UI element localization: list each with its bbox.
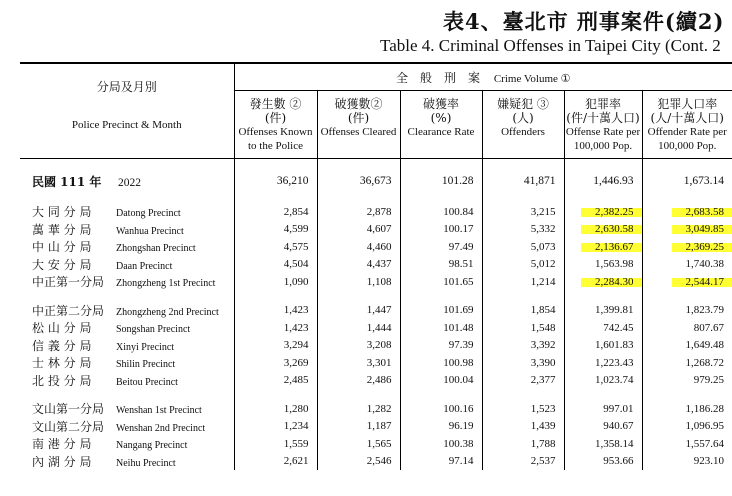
cell-text: 101.69 (443, 304, 474, 317)
column-header-line: (人) (512, 111, 534, 125)
cell-value (400, 400, 482, 418)
cell-text: 1,673.14 (683, 175, 724, 187)
precinct-name (20, 319, 234, 337)
cell-text: 3,208 (366, 339, 392, 352)
cell-text: 4,437 (366, 258, 392, 271)
cell-value (482, 273, 564, 291)
cell-text: 1,423 (283, 304, 309, 317)
cell-text: 1,186.28 (685, 402, 724, 415)
cell-text: 1,446.93 (593, 175, 634, 187)
cell-text: 1,023.74 (595, 374, 634, 387)
title-english: Table 4. Criminal Offenses in Taipei City (Cont. 2 (380, 36, 721, 55)
cell-text: 1,268.72 (685, 356, 724, 369)
cell-value (564, 435, 642, 453)
cell-text: 3,215 (530, 205, 556, 218)
precinct-name-en: Neihu Precinct (116, 457, 176, 469)
table-row (20, 221, 732, 239)
highlighted-value: 2,630.58 (581, 223, 642, 235)
cell-value (317, 170, 400, 192)
cell-value (234, 400, 317, 418)
table-row (20, 203, 732, 221)
cell-text: 1,282 (366, 402, 392, 415)
cell-value (317, 400, 400, 418)
cell-text: 100.16 (443, 402, 474, 415)
cell-value (400, 319, 482, 337)
cell-text: 1,548 (530, 321, 556, 334)
table-row (20, 354, 732, 372)
cell-value (317, 221, 400, 239)
precinct-name-en: Shilin Precinct (116, 359, 176, 371)
precinct-name (20, 203, 234, 221)
cell-text: 1,096.95 (685, 420, 724, 433)
cell-value (317, 273, 400, 291)
cell-value (234, 256, 317, 274)
precinct-name-en: Nangang Precinct (116, 440, 188, 452)
cell-value (482, 302, 564, 320)
precinct-name (20, 302, 234, 320)
cell-value (400, 170, 482, 192)
cell-text: 4,607 (366, 223, 392, 236)
cell-value (400, 435, 482, 453)
cell-text: 3,392 (530, 339, 556, 352)
cell-text: 5,012 (530, 258, 556, 271)
cell-value (642, 418, 732, 436)
cell-value (234, 170, 317, 192)
cell-text: 1,740.38 (685, 258, 724, 271)
highlighted-value: 2,136.67 (581, 241, 642, 253)
highlighted-value: 2,382.25 (581, 206, 642, 218)
cell-text: 1,601.83 (595, 339, 634, 352)
precinct-header-en: Police Precinct & Month (71, 119, 182, 131)
cell-text: 1,444 (366, 321, 392, 334)
cell-value (642, 256, 732, 274)
cell-value (317, 372, 400, 390)
crime-volume-header (234, 63, 732, 91)
precinct-name-zh: 信 義 分 局 (32, 338, 92, 353)
cell-value (642, 337, 732, 355)
column-header-line: 發生數 ② (249, 97, 302, 111)
cell-text: 1,559 (283, 437, 309, 450)
crime-volume-en: Crime Volume ① (493, 72, 571, 85)
precinct-name-en: Wanhua Precinct (116, 225, 184, 237)
precinct-name-zh: 中正第一分局 (32, 275, 105, 290)
cell-value (234, 453, 317, 471)
total-row (20, 170, 732, 192)
cell-value (234, 319, 317, 337)
cell-value (400, 238, 482, 256)
cell-value (482, 319, 564, 337)
cell-text: 3,294 (283, 339, 309, 352)
precinct-name (20, 273, 234, 291)
cell-value (482, 354, 564, 372)
cell-value (564, 170, 642, 192)
cell-text: 100.17 (443, 223, 474, 236)
cell-value (482, 435, 564, 453)
cell-text: 100.84 (443, 205, 474, 218)
cell-text: 1,523 (530, 402, 556, 415)
cell-text: 2,486 (366, 374, 392, 387)
cell-text: 1,223.43 (595, 356, 634, 369)
cell-value (482, 418, 564, 436)
cell-text: 1,280 (283, 402, 309, 415)
precinct-name (20, 238, 234, 256)
cell-value (642, 372, 732, 390)
cell-value (482, 400, 564, 418)
cell-value (400, 256, 482, 274)
cell-value (482, 337, 564, 355)
cell-value (234, 302, 317, 320)
precinct-name (20, 435, 234, 453)
cell-value (482, 238, 564, 256)
cell-value (564, 453, 642, 471)
table-row (20, 256, 732, 274)
cell-text: 36,673 (359, 175, 392, 187)
cell-text: 1,358.14 (595, 437, 634, 450)
cell-text: 2,854 (283, 205, 309, 218)
precinct-name-zh: 萬 華 分 局 (32, 222, 92, 237)
cell-text: 4,504 (283, 258, 309, 271)
cell-text: 1,187 (366, 420, 392, 433)
cell-value (317, 256, 400, 274)
cell-value (482, 221, 564, 239)
cell-value (317, 354, 400, 372)
cell-text: 923.10 (693, 455, 724, 468)
precinct-name-en: Zhongzheng 1st Precinct (116, 278, 216, 290)
cell-value (400, 453, 482, 471)
column-header (642, 91, 732, 159)
highlighted-value: 2,683.58 (672, 206, 732, 218)
precinct-name (20, 418, 234, 436)
precinct-name (20, 337, 234, 355)
table-row (20, 302, 732, 320)
precinct-name-en: Zhongshan Precinct (116, 243, 196, 255)
cell-value (642, 273, 732, 291)
cell-value (482, 170, 564, 192)
cell-value (234, 203, 317, 221)
column-header-line: to the Police (248, 140, 303, 152)
column-header-line: (件) (264, 111, 287, 125)
cell-text: 2,878 (366, 205, 392, 218)
cell-text: 1,557.64 (685, 437, 724, 450)
cell-text: 807.67 (693, 321, 724, 334)
precinct-name (20, 372, 234, 390)
column-header-line: 嫌疑犯 ③ (497, 97, 549, 111)
cell-text: 1,108 (366, 275, 392, 288)
cell-text: 1,399.81 (595, 304, 634, 317)
cell-value (317, 453, 400, 471)
precinct-name-en: Wenshan 1st Precinct (116, 405, 202, 417)
column-header-line: 破獲數② (334, 97, 383, 111)
cell-text: 5,073 (530, 240, 556, 253)
column-header-line: Offender Rate per (647, 126, 727, 138)
highlighted-value: 2,369.25 (672, 241, 732, 253)
cell-text: 5,332 (530, 223, 556, 236)
table-row (20, 238, 732, 256)
precinct-name (20, 170, 234, 192)
spacer-row (20, 159, 732, 171)
cell-text: 1,563.98 (595, 258, 634, 271)
cell-value (317, 435, 400, 453)
precinct-name-zh: 松 山 分 局 (32, 321, 92, 336)
column-header (400, 91, 482, 159)
cell-text: 101.48 (443, 321, 474, 334)
cell-value (642, 435, 732, 453)
highlighted-value: 3,049.85 (672, 223, 732, 235)
table-row (20, 337, 732, 355)
cell-value (564, 221, 642, 239)
cell-text: 101.65 (443, 275, 474, 288)
cell-value (400, 372, 482, 390)
column-header-line: (%) (430, 111, 452, 125)
cell-text: 100.38 (443, 437, 474, 450)
cell-value (642, 170, 732, 192)
table-row (20, 453, 732, 471)
cell-value (234, 418, 317, 436)
column-header-line: 犯罪人口率 (657, 97, 718, 111)
precinct-name-en: Wenshan 2nd Precinct (116, 422, 206, 434)
cell-text: 1,823.79 (685, 304, 724, 317)
cell-value (564, 256, 642, 274)
table-row (20, 273, 732, 291)
precinct-name (20, 400, 234, 418)
cell-text: 1,423 (283, 321, 309, 334)
precinct-name-zh: 文山第二分局 (32, 419, 105, 434)
column-header (234, 91, 317, 159)
cell-value (642, 400, 732, 418)
cell-value (400, 354, 482, 372)
precinct-name-zh: 大 安 分 局 (32, 257, 92, 272)
column-header-line: (人/十萬人口) (650, 111, 724, 125)
cell-text: 979.25 (693, 374, 724, 387)
crime-table (20, 62, 732, 470)
cell-text: 3,390 (530, 356, 556, 369)
cell-text: 940.67 (603, 420, 634, 433)
cell-value (317, 418, 400, 436)
column-header-line: Offenses Cleared (320, 126, 397, 138)
cell-value (234, 337, 317, 355)
cell-value (642, 319, 732, 337)
cell-text: 1,565 (366, 437, 392, 450)
precinct-name-en: Daan Precinct (116, 260, 173, 272)
column-header (317, 91, 400, 159)
cell-value (564, 273, 642, 291)
precinct-name-en: 2022 (118, 176, 141, 189)
spacer-row (20, 192, 732, 203)
precinct-name-zh: 中 山 分 局 (32, 240, 92, 255)
cell-text: 2,621 (283, 455, 309, 468)
column-header-line: (件) (347, 111, 370, 125)
spacer-row (20, 291, 732, 302)
cell-value (400, 203, 482, 221)
precinct-name-en: Zhongzheng 2nd Precinct (116, 306, 219, 318)
cell-text: 997.01 (603, 402, 634, 415)
precinct-name-zh: 中正第二分局 (32, 303, 105, 318)
cell-value (642, 203, 732, 221)
column-header-line: 破獲率 (422, 97, 459, 111)
cell-value (234, 435, 317, 453)
cell-text: 953.66 (603, 455, 634, 468)
cell-text: 3,269 (283, 356, 309, 369)
cell-text: 742.45 (603, 321, 634, 334)
precinct-name-zh: 士 林 分 局 (32, 356, 92, 371)
spacer-row (20, 389, 732, 400)
cell-value (564, 337, 642, 355)
precinct-header-zh: 分局及月別 (96, 80, 157, 94)
cell-value (564, 238, 642, 256)
cell-value (317, 302, 400, 320)
cell-text: 1,788 (530, 437, 556, 450)
cell-value (400, 337, 482, 355)
cell-text: 1,439 (530, 420, 556, 433)
precinct-name (20, 221, 234, 239)
cell-value (642, 453, 732, 471)
table-row (20, 319, 732, 337)
cell-text: 101.28 (441, 175, 474, 187)
crime-volume-zh: 全 般 刑 案 (395, 70, 480, 85)
cell-text: 2,537 (530, 455, 556, 468)
cell-value (234, 372, 317, 390)
column-header-line: 犯罪率 (584, 97, 621, 111)
cell-value (234, 354, 317, 372)
cell-value (642, 238, 732, 256)
column-header (564, 91, 642, 159)
cell-value (642, 302, 732, 320)
cell-text: 100.98 (443, 356, 474, 369)
highlighted-value: 2,284.30 (581, 276, 642, 288)
cell-value (564, 400, 642, 418)
cell-value (234, 238, 317, 256)
precinct-name-zh: 文山第一分局 (32, 402, 105, 417)
cell-value (400, 418, 482, 436)
cell-value (564, 203, 642, 221)
cell-value (564, 372, 642, 390)
cell-text: 2,485 (283, 374, 309, 387)
precinct-name-zh: 南 港 分 局 (32, 437, 92, 452)
cell-value (482, 453, 564, 471)
cell-value (317, 319, 400, 337)
cell-text: 97.14 (448, 455, 474, 468)
column-header-line: Offenses Known (238, 126, 313, 138)
column-header-line: (件/十萬人口) (566, 111, 640, 125)
precinct-name-en: Datong Precinct (116, 208, 181, 220)
highlighted-value: 2,544.17 (672, 276, 732, 288)
cell-value (564, 354, 642, 372)
cell-text: 1,090 (283, 275, 309, 288)
cell-value (564, 319, 642, 337)
cell-value (317, 203, 400, 221)
precinct-name-zh: 大 同 分 局 (32, 205, 92, 220)
precinct-name-en: Xinyi Precinct (116, 341, 175, 353)
cell-value (564, 418, 642, 436)
column-header (482, 91, 564, 159)
table-row (20, 418, 732, 436)
precinct-name (20, 354, 234, 372)
cell-value (400, 302, 482, 320)
cell-text: 97.49 (448, 240, 474, 253)
precinct-name (20, 256, 234, 274)
column-header-line: 100,000 Pop. (573, 140, 633, 152)
column-header-line: Clearance Rate (407, 126, 475, 138)
cell-value (317, 337, 400, 355)
cell-text: 2,377 (530, 374, 556, 387)
cell-text: 100.04 (443, 374, 474, 387)
cell-text: 96.19 (448, 420, 474, 433)
column-header-line: 100,000 Pop. (658, 140, 717, 152)
column-header-line: Offense Rate per (565, 126, 641, 138)
cell-text: 41,871 (523, 175, 556, 187)
precinct-name-zh: 北 投 分 局 (32, 373, 92, 388)
cell-value (234, 221, 317, 239)
cell-value (482, 372, 564, 390)
cell-text: 4,460 (366, 240, 392, 253)
cell-text: 36,210 (276, 175, 309, 187)
cell-value (482, 203, 564, 221)
cell-text: 1,854 (530, 304, 556, 317)
cell-text: 4,599 (283, 223, 309, 236)
precinct-name-zh: 民國 111 年 (32, 174, 102, 189)
cell-value (400, 221, 482, 239)
cell-text: 1,214 (530, 275, 556, 288)
cell-value (234, 273, 317, 291)
cell-value (317, 238, 400, 256)
cell-text: 1,649.48 (685, 339, 724, 352)
cell-text: 1,234 (283, 420, 309, 433)
cell-value (564, 302, 642, 320)
precinct-name-en: Beitou Precinct (116, 376, 178, 388)
cell-value (642, 354, 732, 372)
cell-text: 4,575 (283, 240, 309, 253)
cell-text: 98.51 (448, 258, 474, 271)
cell-text: 2,546 (366, 455, 392, 468)
cell-text: 1,447 (366, 304, 392, 317)
cell-text: 97.39 (448, 339, 474, 352)
table-row (20, 400, 732, 418)
table-row (20, 435, 732, 453)
title-chinese: 表4、臺北市 刑事案件(續2) (443, 9, 725, 34)
column-header-line: Offenders (501, 126, 545, 138)
precinct-header (20, 63, 234, 159)
cell-value (400, 273, 482, 291)
cell-value (482, 256, 564, 274)
precinct-name-en: Songshan Precinct (116, 324, 191, 336)
table-row (20, 372, 732, 390)
cell-value (642, 221, 732, 239)
precinct-name-zh: 內 湖 分 局 (32, 454, 92, 469)
precinct-name (20, 453, 234, 471)
cell-text: 3,301 (366, 356, 392, 369)
